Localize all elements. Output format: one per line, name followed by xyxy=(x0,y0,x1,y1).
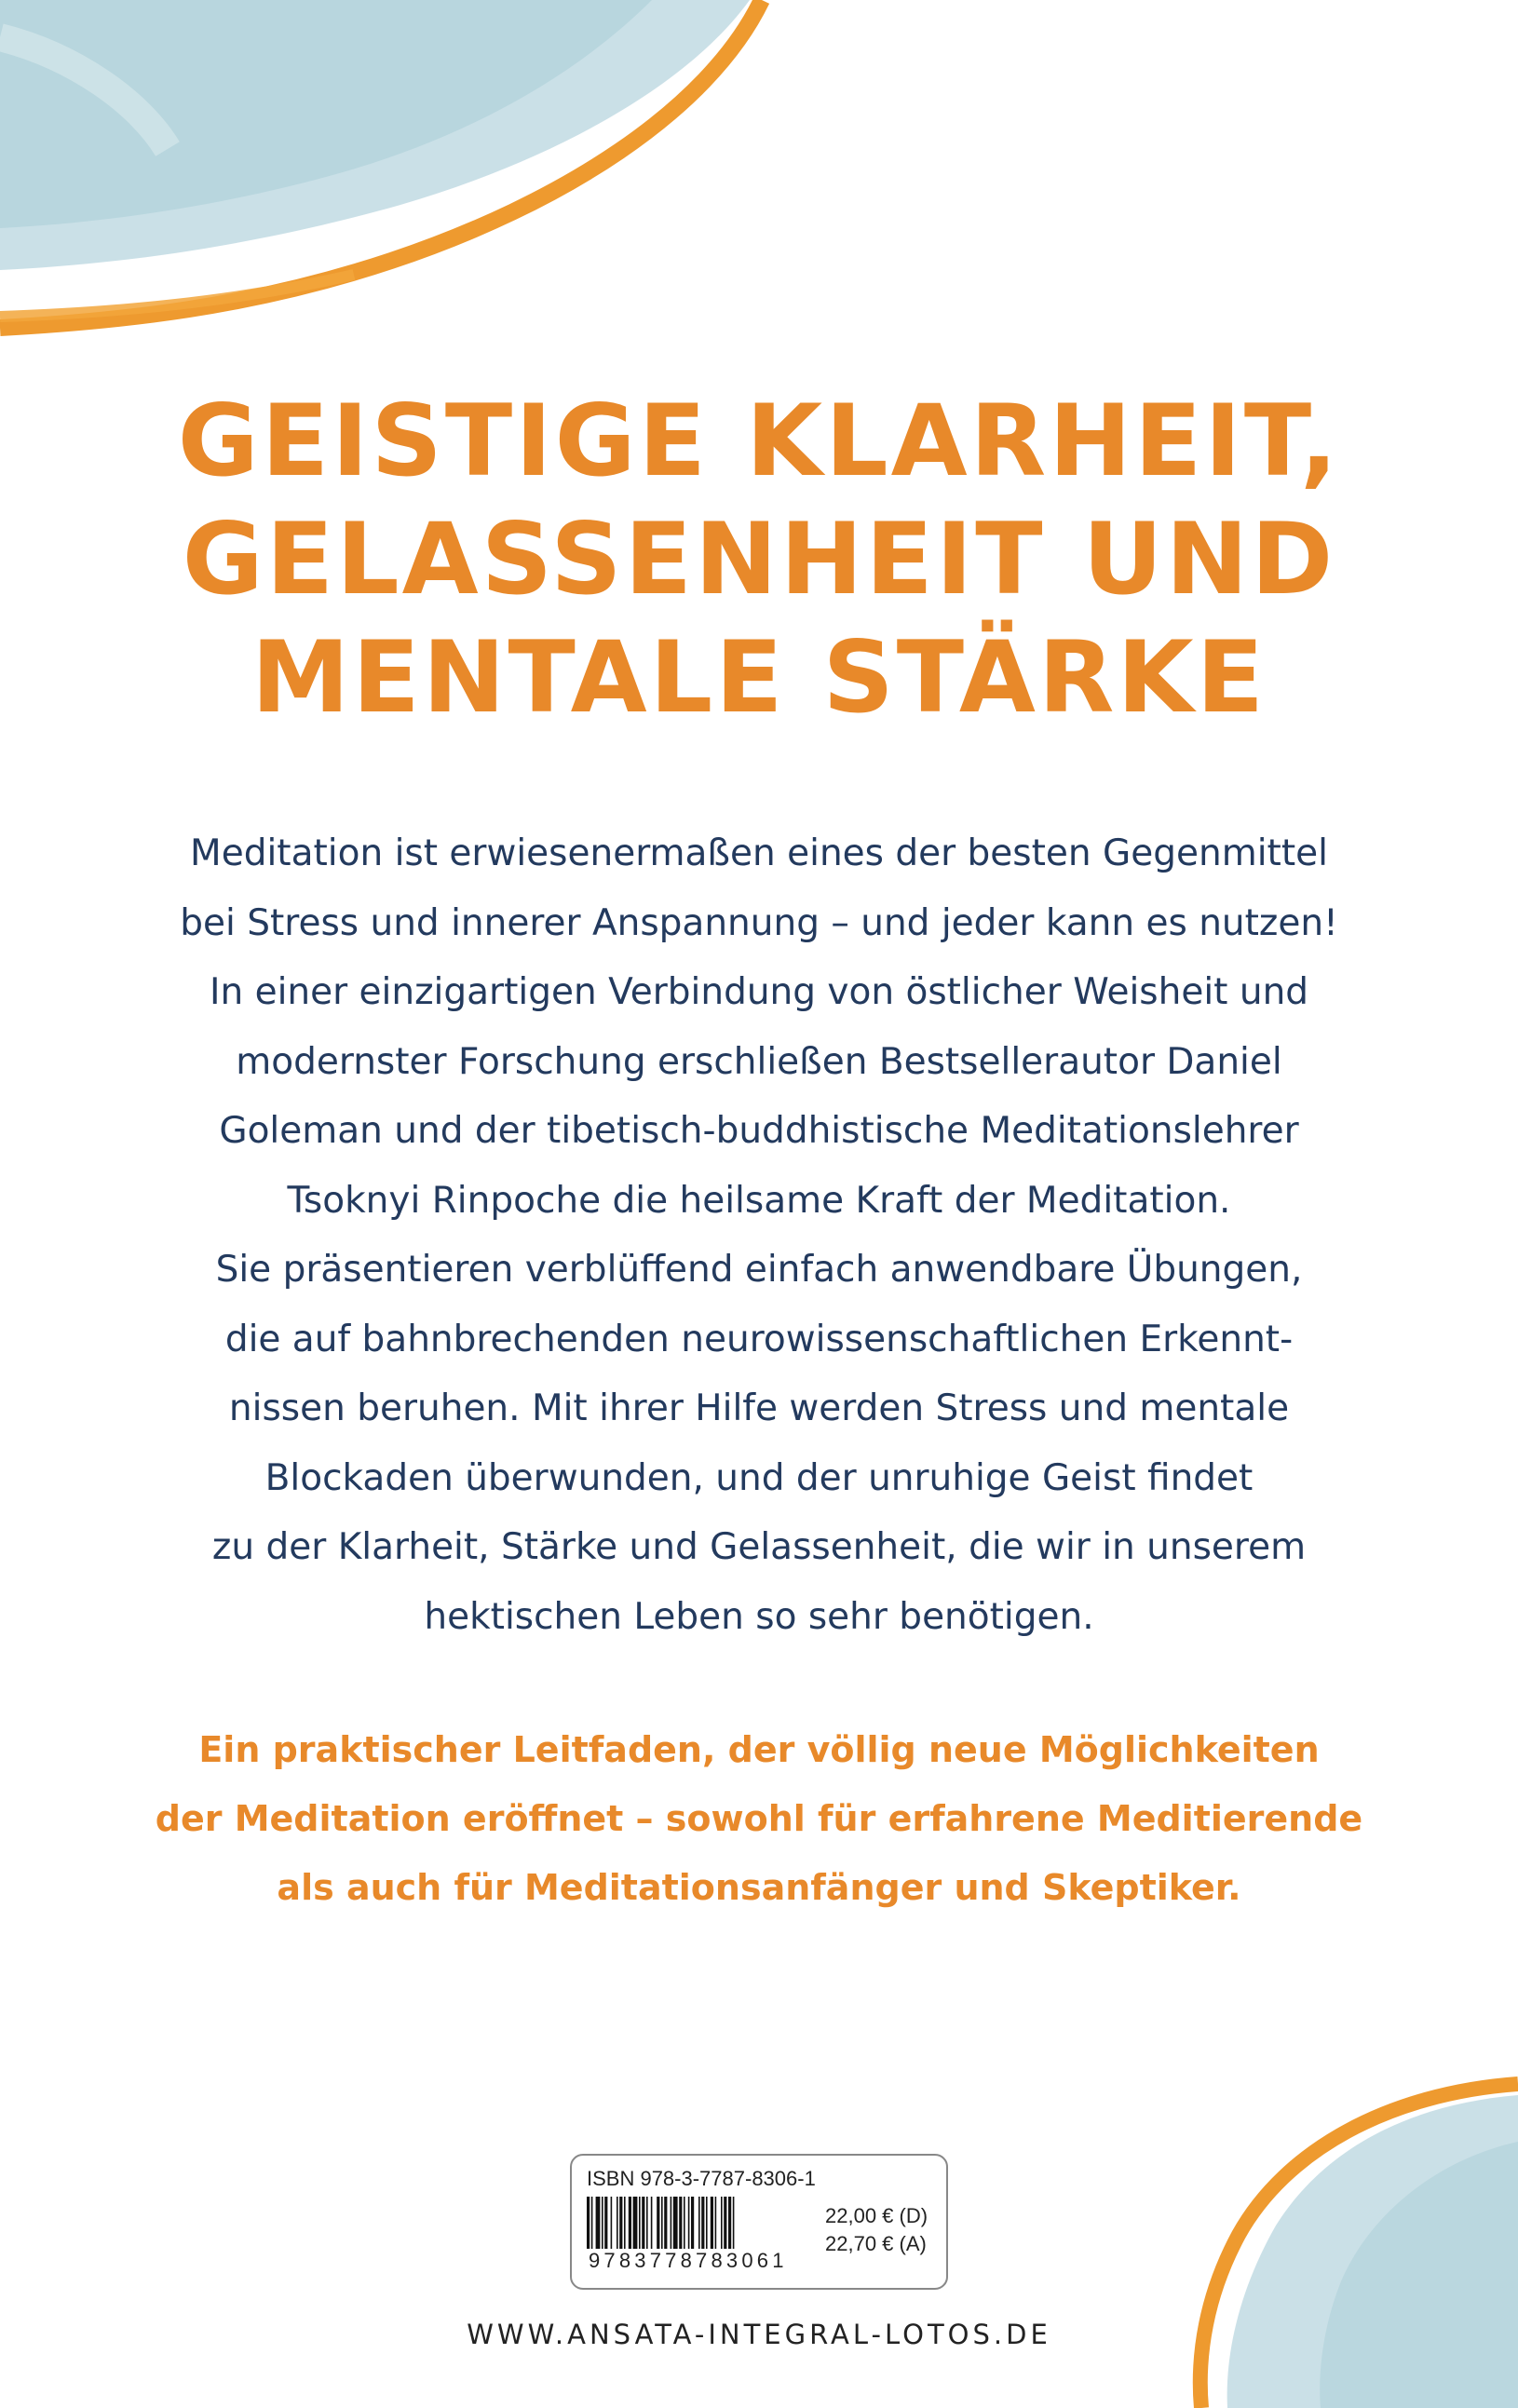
barcode-bar xyxy=(724,2197,726,2249)
barcode-bar xyxy=(646,2197,648,2249)
barcode-bar xyxy=(698,2197,700,2249)
barcode-bars xyxy=(587,2197,814,2249)
barcode-bar xyxy=(691,2197,694,2249)
barcode-bar xyxy=(633,2197,638,2249)
barcode-bar xyxy=(587,2197,590,2249)
barcode-bar xyxy=(706,2197,708,2249)
tagline-line: Ein praktischer Leitfaden, der völlig neue Möglichkeiten xyxy=(198,1729,1320,1770)
description-line: die auf bahnbrechenden neurowissenschaftlichen Erkennt- xyxy=(224,1318,1294,1360)
barcode-bar xyxy=(721,2197,723,2249)
description-line: bei Stress und innerer Anspannung – und jeder kann es nutzen! xyxy=(180,901,1338,944)
description-line: Goleman und der tibetisch-buddhistische Meditationslehrer xyxy=(219,1110,1299,1152)
barcode-bar xyxy=(604,2197,607,2249)
description-line: Blockaden überwunden, und der unruhige Geist findet xyxy=(264,1456,1254,1499)
barcode-bar xyxy=(596,2197,601,2249)
publisher-website: WWW.ANSATA-INTEGRAL-LOTOS.DE xyxy=(467,2319,1051,2350)
barcode-bar xyxy=(617,2197,618,2249)
barcode-bar xyxy=(591,2197,593,2249)
barcode-bar xyxy=(629,2197,631,2249)
barcode-bar xyxy=(664,2197,667,2249)
barcode-bar xyxy=(661,2197,663,2249)
headline-line-3: MENTALE STÄRKE xyxy=(251,620,1267,735)
description-line: hektischen Leben so sehr benötigen. xyxy=(424,1595,1094,1638)
description-line: In einer einzigartigen Verbindung von östlicher Weisheit und xyxy=(209,971,1309,1013)
barcode-bar xyxy=(673,2197,678,2249)
barcode-bar xyxy=(679,2197,682,2249)
barcode-bar xyxy=(602,2197,603,2249)
barcode-bar xyxy=(619,2197,622,2249)
barcode-bar xyxy=(639,2197,641,2249)
tagline-line: als auch für Meditationsanfänger und Skeptiker. xyxy=(277,1867,1241,1908)
barcode-bar xyxy=(684,2197,685,2249)
barcode-bar xyxy=(733,2197,735,2249)
barcode-bar xyxy=(611,2197,613,2249)
barcode-digits: 9783778783061 xyxy=(589,2249,788,2272)
headline xyxy=(0,382,1518,737)
description xyxy=(0,819,1518,1652)
description-line: nissen beruhen. Mit ihrer Hilfe werden Stress und mentale xyxy=(228,1387,1290,1429)
barcode-bar xyxy=(642,2197,644,2249)
price-germany: 22,00 € (D) xyxy=(825,2204,928,2227)
tagline-line: der Meditation eröffnet – sowohl für erfahrene Meditierende xyxy=(155,1798,1363,1839)
barcode-bar xyxy=(688,2197,690,2249)
barcode-bar xyxy=(701,2197,704,2249)
description-line: Sie präsentieren verblüffend einfach anwendbare Übungen, xyxy=(215,1249,1303,1291)
barcode-bar xyxy=(728,2197,731,2249)
barcode-bar xyxy=(671,2197,672,2249)
barcode-bar xyxy=(651,2197,653,2249)
barcode-bar xyxy=(624,2197,626,2249)
description-line: zu der Klarheit, Stärke und Gelassenheit, die wir in unserem xyxy=(211,1526,1307,1568)
barcode-bar xyxy=(715,2197,717,2249)
barcode-bar xyxy=(657,2197,659,2249)
headline-line-1: GEISTIGE KLARHEIT, xyxy=(177,384,1341,498)
price-austria: 22,70 € (A) xyxy=(825,2232,927,2255)
description-line: modernster Forschung erschließen Bestsellerautor Daniel xyxy=(236,1040,1282,1083)
tagline xyxy=(0,1715,1518,1922)
barcode-bar xyxy=(711,2197,713,2249)
description-line: Meditation ist erwiesenermaßen eines der besten Gegenmittel xyxy=(190,832,1328,874)
barcode-box xyxy=(570,2154,948,2290)
headline-line-2: GELASSENHEIT UND xyxy=(182,502,1336,616)
description-line: Tsoknyi Rinpoche die heilsame Kraft der Meditation. xyxy=(287,1179,1231,1222)
isbn-label: ISBN 978-3-7787-8306-1 xyxy=(587,2167,816,2190)
